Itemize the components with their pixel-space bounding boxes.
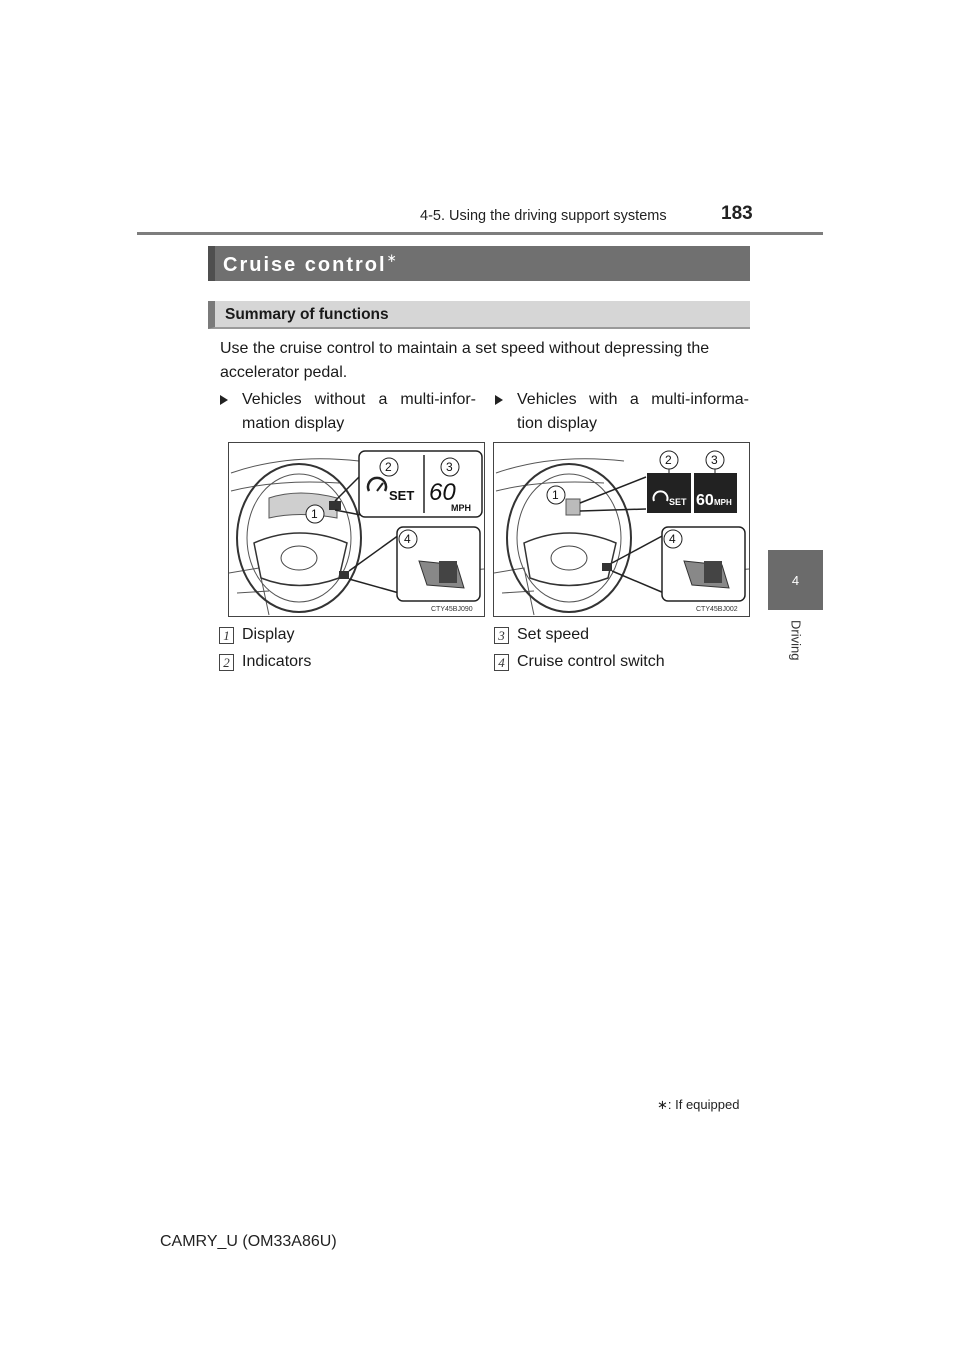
header-rule (137, 232, 823, 235)
indicator-set-text: SET (669, 497, 687, 507)
legend-item-set-speed (494, 625, 589, 645)
steering-wheel-illustration (229, 443, 484, 616)
side-tab-chapter-number: 4 (768, 550, 823, 610)
legend-number: 2 (219, 654, 234, 671)
callout-2: 2 (665, 453, 672, 467)
legend-label: Indicators (242, 653, 312, 670)
triangle-bullet-icon (220, 395, 228, 405)
legend-item-indicators (219, 652, 311, 672)
figure-code: CTY45BJ090 (431, 606, 473, 613)
legend-label: Display (242, 626, 295, 643)
callout-2: 2 (385, 460, 392, 474)
section-asterisk: ∗ (386, 251, 399, 265)
variant-text: Vehicles without a multi-infor- mation display (242, 391, 476, 432)
subsection-title: Summary of functions (208, 301, 750, 329)
callout-3: 3 (446, 460, 453, 474)
figure-code: CTY45BJ002 (696, 606, 738, 613)
speed-value-text: 60 (696, 492, 714, 509)
legend-number: 3 (494, 627, 509, 644)
section-title: Cruise control (223, 254, 387, 276)
footnote: ∗: If equipped (657, 1097, 740, 1112)
legend-number: 4 (494, 654, 509, 671)
chapter-title: 4-5. Using the driving support systems (420, 208, 667, 224)
page-number: 183 (721, 203, 753, 224)
callout-4: 4 (669, 532, 676, 546)
legend-item-display (219, 625, 294, 645)
variant-heading-without-mid (220, 388, 476, 436)
illustration-with-mid (493, 442, 750, 617)
illustration-without-mid (228, 442, 485, 617)
legend-label: Set speed (517, 626, 590, 643)
side-tab-label (770, 620, 822, 670)
callout-1: 1 (311, 507, 318, 521)
triangle-bullet-icon (495, 395, 503, 405)
legend-item-cruise-switch (494, 652, 665, 672)
speed-unit-text: MPH (451, 503, 471, 513)
variant-heading-with-mid (495, 388, 749, 436)
body-paragraph: Use the cruise control to maintain a set speed without depressing the accelerator pedal. (220, 340, 710, 381)
speed-unit-text: MPH (714, 498, 732, 507)
speed-value-text: 60 (429, 479, 456, 506)
steering-wheel-illustration (494, 443, 749, 616)
footer-model-code: CAMRY_U (OM33A86U) (160, 1233, 337, 1250)
indicator-set-text: SET (389, 488, 415, 503)
legend-label: Cruise control switch (517, 653, 665, 670)
callout-3: 3 (711, 453, 718, 467)
callout-4: 4 (404, 532, 411, 546)
callout-1: 1 (552, 488, 559, 502)
section-title-bar (208, 246, 750, 281)
variant-text: Vehicles with a multi-informa- tion display (517, 391, 749, 432)
legend-number: 1 (219, 627, 234, 644)
side-tab-label-text: Driving (788, 620, 804, 661)
